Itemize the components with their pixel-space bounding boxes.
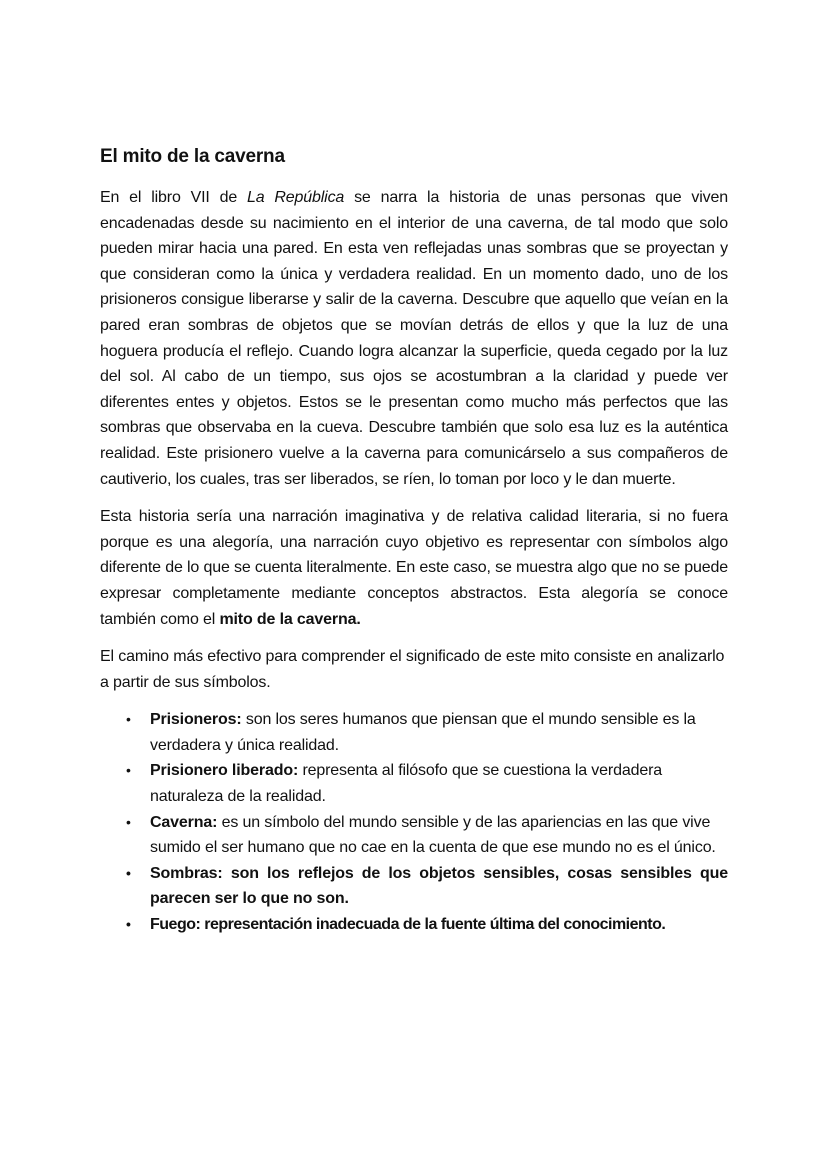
list-item-sombras: [126, 861, 728, 912]
paragraph-allegory: [100, 504, 728, 632]
book-title-italic: La República: [246, 189, 345, 206]
symbol-term: Caverna:: [150, 813, 218, 831]
symbol-term: Sombras:: [150, 864, 223, 882]
bullet-icon: •: [126, 711, 131, 728]
document-title: El mito de la caverna: [100, 146, 285, 167]
list-item-prisioneros: [126, 707, 728, 758]
symbol-term: Prisioneros:: [150, 711, 242, 729]
symbols-list: [100, 707, 728, 937]
paragraph-method: El camino más efectivo para comprender el significado de este mito consiste en analizarlo a partir de sus símbolos.: [100, 648, 725, 691]
list-item-prisionero-liberado: [126, 758, 728, 809]
symbol-term: Prisionero liberado:: [150, 762, 299, 780]
symbol-description: representación inadecuada de la fuente última del conocimiento.: [200, 916, 666, 934]
paragraph-story: [100, 185, 728, 492]
list-item-caverna: [126, 810, 728, 861]
bullet-icon: •: [126, 916, 131, 933]
myth-name-bold: mito de la caverna.: [219, 610, 361, 628]
symbol-description: son los seres humanos que piensan que el mundo sensible es la verdadera y única realidad.: [150, 711, 696, 754]
paragraph-allegory-text: Esta historia sería una narración imaginativa y de relativa calidad literaria, si no fuera porque es una alegoría, una narración cuyo objetivo es representar con símbolos algo diferente de lo que se cuenta literalmente. En este caso, se muestra algo que no se puede expresar completamente mediante conceptos abstractos. Esta alegoría se conoce también como el: [100, 508, 728, 628]
bullet-icon: •: [126, 813, 131, 830]
paragraph-story-intro: En el libro VII de: [100, 189, 247, 206]
symbol-description: son los reflejos de los objetos sensibles, cosas sensibles que parecen ser lo que no son.: [150, 864, 728, 908]
symbol-description: es un símbolo del mundo sensible y de las apariencias en las que vive sumido el ser humano que no cae en la cuenta de que ese mundo no es el único.: [150, 813, 716, 857]
document-page: [100, 143, 728, 938]
paragraph-story-body: se narra la historia de unas personas que viven encadenadas desde su nacimiento en el interior de una caverna, de tal modo que solo pueden mirar hacia una pared. En esta ven reflejadas unas sombras que se proyectan y que consideran como la única y verdadera realidad. En un momento dado, uno de los prisioneros consigue liberarse y salir de la caverna. Descubre que aquello que veían en la pared eran sombras de objetos que se movían detrás de ellos y que la luz de una hoguera producía el reflejo. Cuando logra alcanzar la superficie, queda cegado por la luz del sol. Al cabo de un tiempo, sus ojos se acostumbran a la claridad y puede ver diferentes entes y objetos. Estos se le presentan como mucho más perfectos que las sombras que observaba en la cueva. Descubre también que solo esa luz es la auténtica realidad. Este prisionero vuelve a la caverna para comunicárselo a sus compañeros de cautiverio, los cuales, tras ser liberados, se ríen, lo toman por loco y le dan muerte.: [100, 189, 728, 488]
symbol-term: Fuego:: [150, 916, 201, 934]
bullet-icon: •: [126, 864, 131, 881]
bullet-icon: •: [126, 762, 131, 779]
list-item-fuego: [126, 912, 728, 938]
symbol-description: representa al filósofo que se cuestiona la verdadera naturaleza de la realidad.: [150, 762, 662, 806]
